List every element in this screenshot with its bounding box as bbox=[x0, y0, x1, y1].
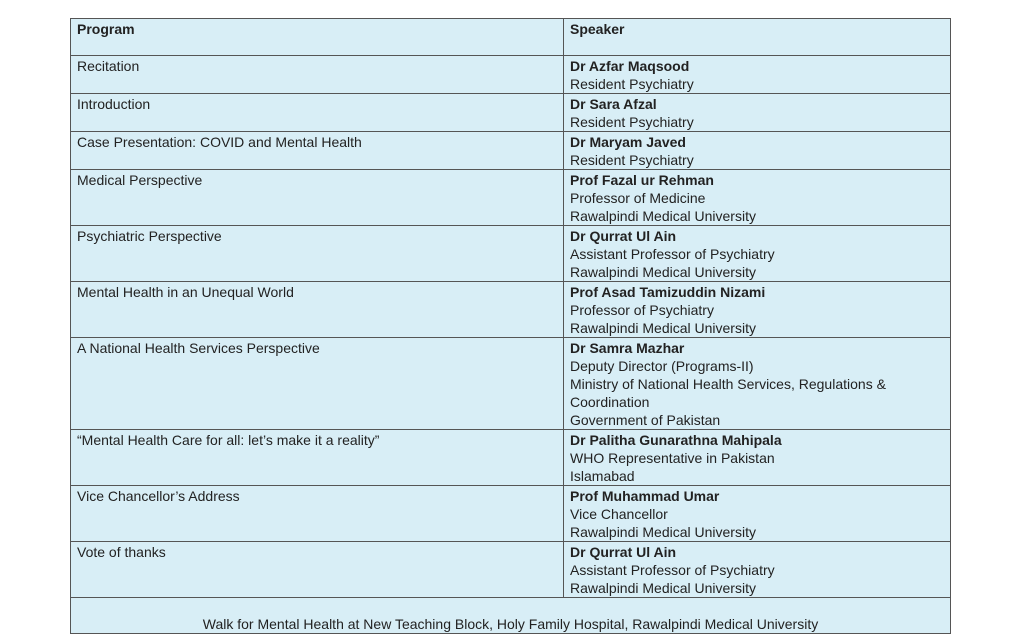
speaker-title: Resident Psychiatry bbox=[570, 152, 694, 168]
speaker-name: Dr Maryam Javed bbox=[570, 134, 686, 150]
program-cell: Psychiatric Perspective bbox=[71, 226, 564, 282]
table-row bbox=[71, 170, 951, 226]
footer-note: Walk for Mental Health at New Teaching Block, Holy Family Hospital, Rawalpindi Medical University bbox=[71, 598, 951, 634]
speaker-cell bbox=[564, 132, 951, 170]
speaker-cell bbox=[564, 542, 951, 598]
table-row bbox=[71, 94, 951, 132]
speaker-cell bbox=[564, 430, 951, 486]
speaker-title: Deputy Director (Programs-II) bbox=[570, 358, 754, 374]
speaker-cell bbox=[564, 170, 951, 226]
program-column-header: Program bbox=[71, 19, 564, 56]
speaker-name: Dr Samra Mazhar bbox=[570, 340, 685, 356]
table-row bbox=[71, 56, 951, 94]
speaker-cell bbox=[564, 226, 951, 282]
speaker-name: Dr Qurrat Ul Ain bbox=[570, 544, 677, 560]
program-schedule-document bbox=[70, 18, 950, 634]
table-row bbox=[71, 486, 951, 542]
speaker-affiliation: Rawalpindi Medical University bbox=[570, 320, 756, 336]
speaker-title: WHO Representative in Pakistan bbox=[570, 450, 775, 466]
program-cell: Recitation bbox=[71, 56, 564, 94]
speaker-title: Resident Psychiatry bbox=[570, 76, 694, 92]
table-row bbox=[71, 132, 951, 170]
speaker-affiliation: Islamabad bbox=[570, 468, 635, 484]
program-cell: Case Presentation: COVID and Mental Health bbox=[71, 132, 564, 170]
speaker-affiliation: Ministry of National Health Services, Regulations & bbox=[570, 376, 886, 392]
speaker-affiliation: Rawalpindi Medical University bbox=[570, 524, 756, 540]
speaker-title: Professor of Medicine bbox=[570, 190, 706, 206]
table-row bbox=[71, 338, 951, 430]
speaker-name: Dr Qurrat Ul Ain bbox=[570, 228, 677, 244]
speaker-affiliation: Coordination bbox=[570, 394, 650, 410]
program-table bbox=[70, 18, 951, 634]
speaker-name: Dr Palitha Gunarathna Mahipala bbox=[570, 432, 782, 448]
speaker-title: Assistant Professor of Psychiatry bbox=[570, 562, 775, 578]
program-cell: Vice Chancellor’s Address bbox=[71, 486, 564, 542]
speaker-column-header: Speaker bbox=[564, 19, 951, 56]
table-row bbox=[71, 542, 951, 598]
speaker-name: Prof Muhammad Umar bbox=[570, 488, 720, 504]
program-cell: Mental Health in an Unequal World bbox=[71, 282, 564, 338]
speaker-name: Dr Azfar Maqsood bbox=[570, 58, 690, 74]
speaker-cell bbox=[564, 56, 951, 94]
speaker-cell bbox=[564, 338, 951, 430]
program-cell: Medical Perspective bbox=[71, 170, 564, 226]
speaker-cell bbox=[564, 94, 951, 132]
speaker-title: Professor of Psychiatry bbox=[570, 302, 714, 318]
speaker-title: Resident Psychiatry bbox=[570, 114, 694, 130]
program-cell: Vote of thanks bbox=[71, 542, 564, 598]
speaker-title: Vice Chancellor bbox=[570, 506, 668, 522]
program-cell: “Mental Health Care for all: let’s make it a reality” bbox=[71, 430, 564, 486]
speaker-affiliation: Rawalpindi Medical University bbox=[570, 208, 756, 224]
speaker-affiliation: Government of Pakistan bbox=[570, 412, 721, 428]
speaker-cell bbox=[564, 282, 951, 338]
table-row bbox=[71, 430, 951, 486]
speaker-cell bbox=[564, 486, 951, 542]
speaker-name: Dr Sara Afzal bbox=[570, 96, 657, 112]
program-cell: A National Health Services Perspective bbox=[71, 338, 564, 430]
speaker-affiliation: Rawalpindi Medical University bbox=[570, 580, 756, 596]
program-cell: Introduction bbox=[71, 94, 564, 132]
table-header-row bbox=[71, 19, 951, 56]
table-row bbox=[71, 226, 951, 282]
speaker-name: Prof Fazal ur Rehman bbox=[570, 172, 714, 188]
table-row bbox=[71, 282, 951, 338]
speaker-affiliation: Rawalpindi Medical University bbox=[570, 264, 756, 280]
speaker-title: Assistant Professor of Psychiatry bbox=[570, 246, 775, 262]
speaker-name: Prof Asad Tamizuddin Nizami bbox=[570, 284, 766, 300]
footer-row bbox=[71, 598, 951, 634]
